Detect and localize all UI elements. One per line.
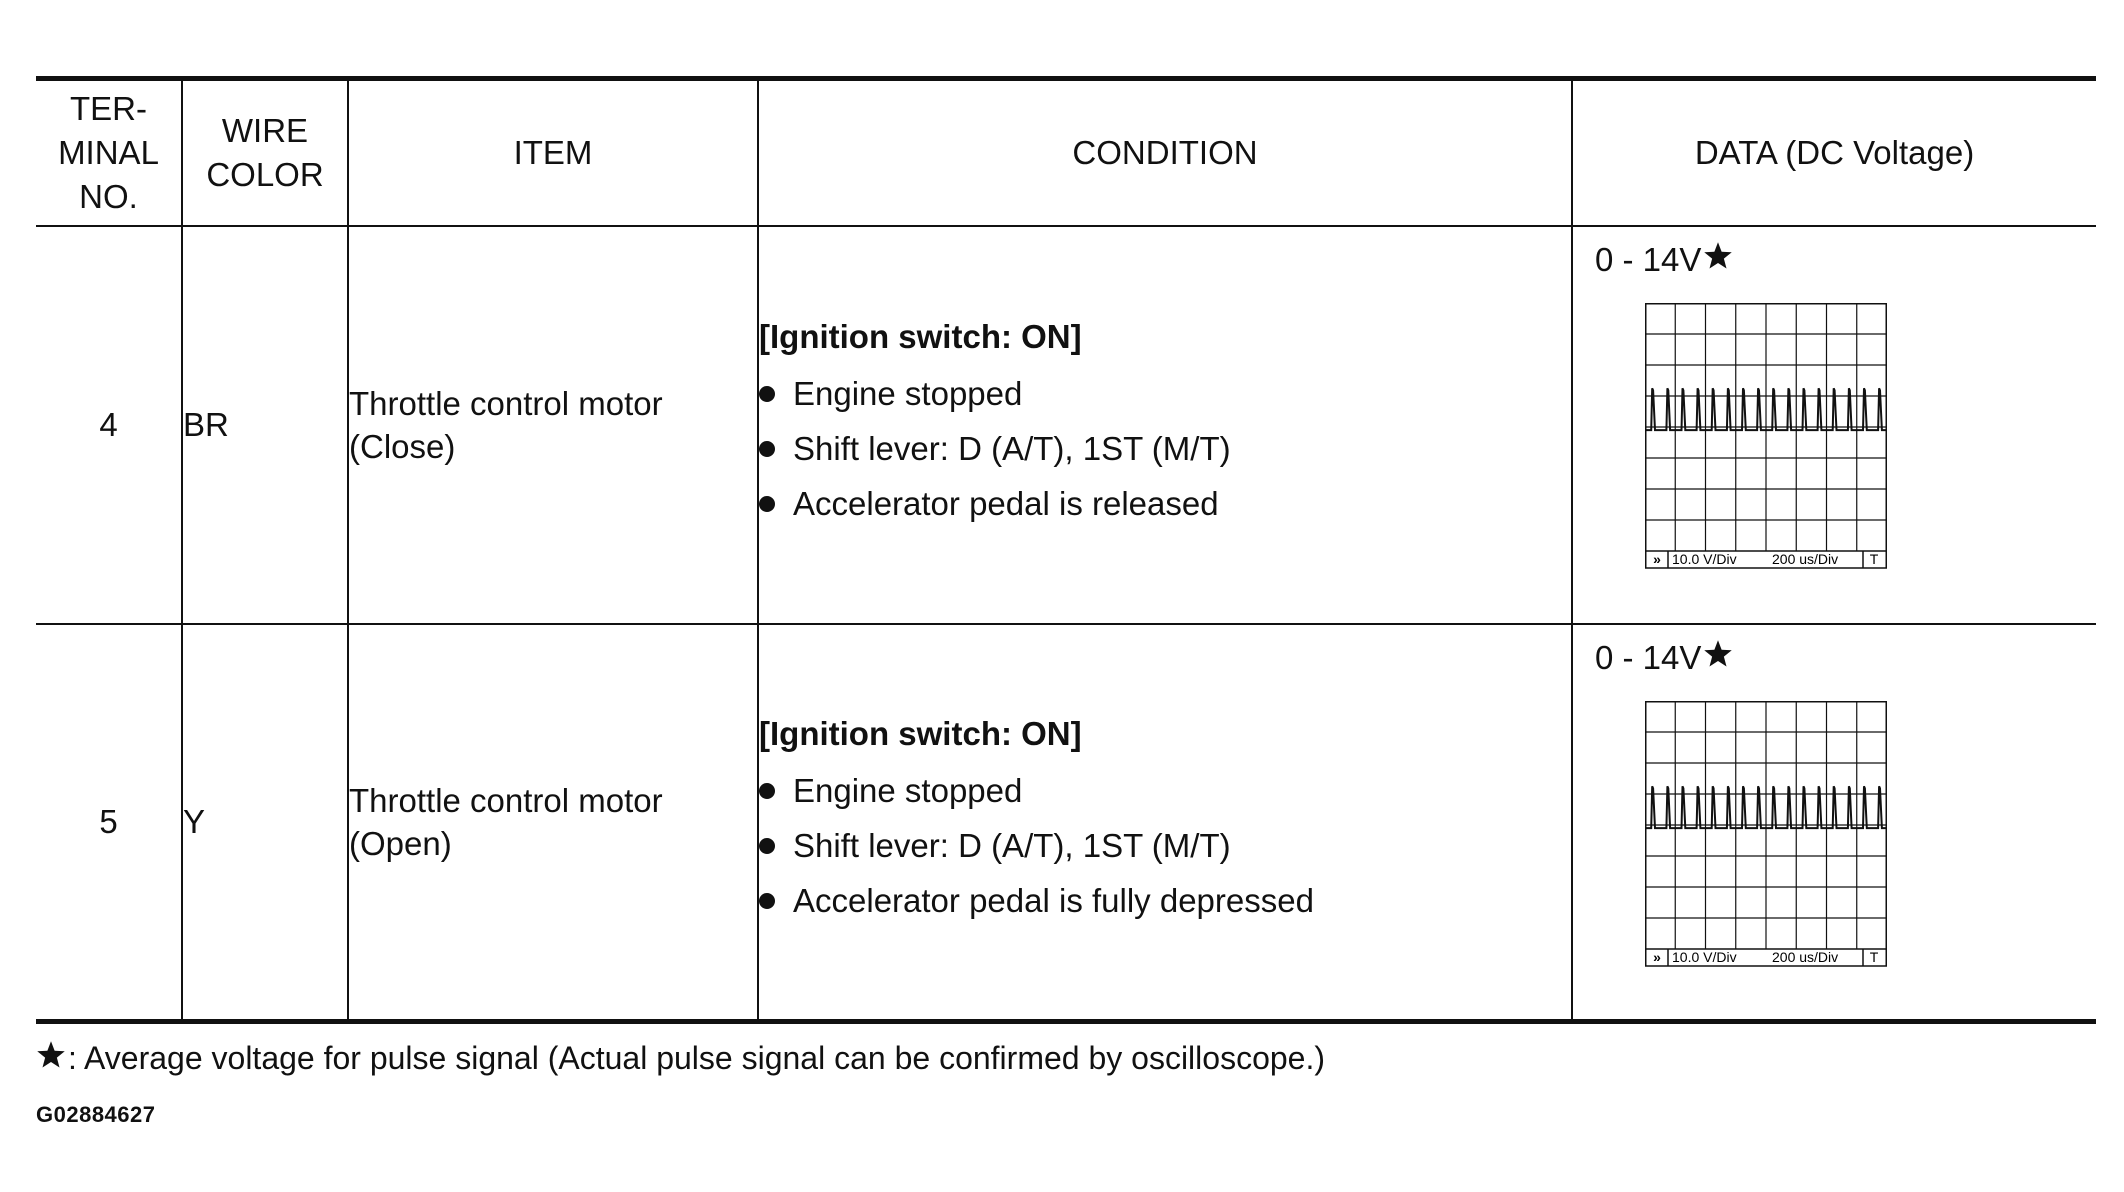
scope-time-div: 200 us/Div bbox=[1772, 550, 1839, 567]
condition-text: Shift lever: D (A/T), 1ST (M/T) bbox=[793, 826, 1231, 864]
condition-title: [Ignition switch: ON] bbox=[759, 715, 1082, 753]
condition-item bbox=[759, 818, 1571, 873]
header-data: DATA (DC Voltage) bbox=[1572, 79, 2096, 226]
terminal-number: 5 bbox=[36, 624, 182, 1022]
footnote bbox=[36, 1040, 1325, 1077]
bullet-icon bbox=[759, 838, 775, 854]
table-row bbox=[36, 624, 2096, 1022]
condition-cell bbox=[758, 624, 1572, 1022]
terminal-spec-table bbox=[36, 76, 2096, 1024]
voltage-text: 0 - 14V bbox=[1595, 240, 1702, 278]
voltage-value bbox=[1595, 241, 1733, 279]
header-terminal-line-2: MINAL bbox=[58, 133, 159, 171]
header-terminal-line-1: TER- bbox=[70, 89, 147, 127]
scope-trigger: T bbox=[1869, 550, 1879, 567]
item-name: Throttle control motor bbox=[349, 781, 663, 819]
scope-volt-div: 10.0 V/Div bbox=[1672, 550, 1737, 567]
data-cell bbox=[1572, 226, 2096, 624]
condition-item bbox=[759, 873, 1571, 928]
condition-cell bbox=[758, 226, 1572, 624]
condition-item bbox=[759, 366, 1571, 421]
item-qualifier: (Close) bbox=[349, 427, 456, 465]
terminal-number: 4 bbox=[36, 226, 182, 624]
header-wire-line-1: WIRE bbox=[221, 111, 309, 149]
item-cell bbox=[348, 624, 758, 1022]
condition-item bbox=[759, 421, 1571, 476]
bullet-icon bbox=[759, 893, 775, 909]
header-condition: CONDITION bbox=[758, 79, 1572, 226]
condition-title: [Ignition switch: ON] bbox=[759, 318, 1082, 355]
scope-run-indicator: » bbox=[1653, 550, 1661, 567]
header-terminal-line-3: NO. bbox=[79, 177, 138, 215]
item-cell bbox=[348, 226, 758, 624]
voltage-value bbox=[1595, 639, 1733, 677]
condition-text: Engine stopped bbox=[793, 374, 1023, 412]
condition-text: Accelerator pedal is released bbox=[793, 484, 1219, 522]
figure-code: G02884627 bbox=[36, 1102, 156, 1127]
item-name: Throttle control motor bbox=[349, 384, 663, 422]
header-row bbox=[36, 79, 2096, 226]
bullet-icon bbox=[759, 386, 775, 402]
condition-text: Shift lever: D (A/T), 1ST (M/T) bbox=[793, 429, 1231, 467]
header-wire-line-2: COLOR bbox=[206, 155, 324, 193]
oscilloscope-waveform bbox=[1645, 303, 1887, 569]
wire-color: BR bbox=[182, 226, 348, 624]
scope-run-indicator: » bbox=[1653, 948, 1661, 965]
star-icon bbox=[1703, 639, 1733, 669]
voltage-text: 0 - 14V bbox=[1595, 638, 1702, 676]
bullet-icon bbox=[759, 783, 775, 799]
table-row bbox=[36, 226, 2096, 624]
condition-text: Engine stopped bbox=[793, 771, 1023, 809]
condition-list bbox=[759, 366, 1571, 531]
scope-volt-div: 10.0 V/Div bbox=[1672, 948, 1737, 965]
oscilloscope-waveform bbox=[1645, 701, 1887, 967]
scope-time-div: 200 us/Div bbox=[1772, 948, 1839, 965]
footnote-text: : Average voltage for pulse signal (Actual pulse signal can be confirmed by oscilloscope.) bbox=[68, 1040, 1325, 1076]
data-cell bbox=[1572, 624, 2096, 1022]
star-icon bbox=[36, 1040, 66, 1070]
wire-color: Y bbox=[182, 624, 348, 1022]
condition-item bbox=[759, 763, 1571, 818]
header-terminal-no bbox=[36, 79, 182, 226]
condition-list bbox=[759, 763, 1571, 928]
condition-item bbox=[759, 476, 1571, 531]
condition-text: Accelerator pedal is fully depressed bbox=[793, 881, 1314, 919]
item-qualifier: (Open) bbox=[349, 824, 452, 862]
bullet-icon bbox=[759, 496, 775, 512]
scope-trigger: T bbox=[1869, 948, 1879, 965]
bullet-icon bbox=[759, 441, 775, 457]
star-icon bbox=[1703, 241, 1733, 271]
header-item: ITEM bbox=[348, 79, 758, 226]
header-wire-color bbox=[182, 79, 348, 226]
